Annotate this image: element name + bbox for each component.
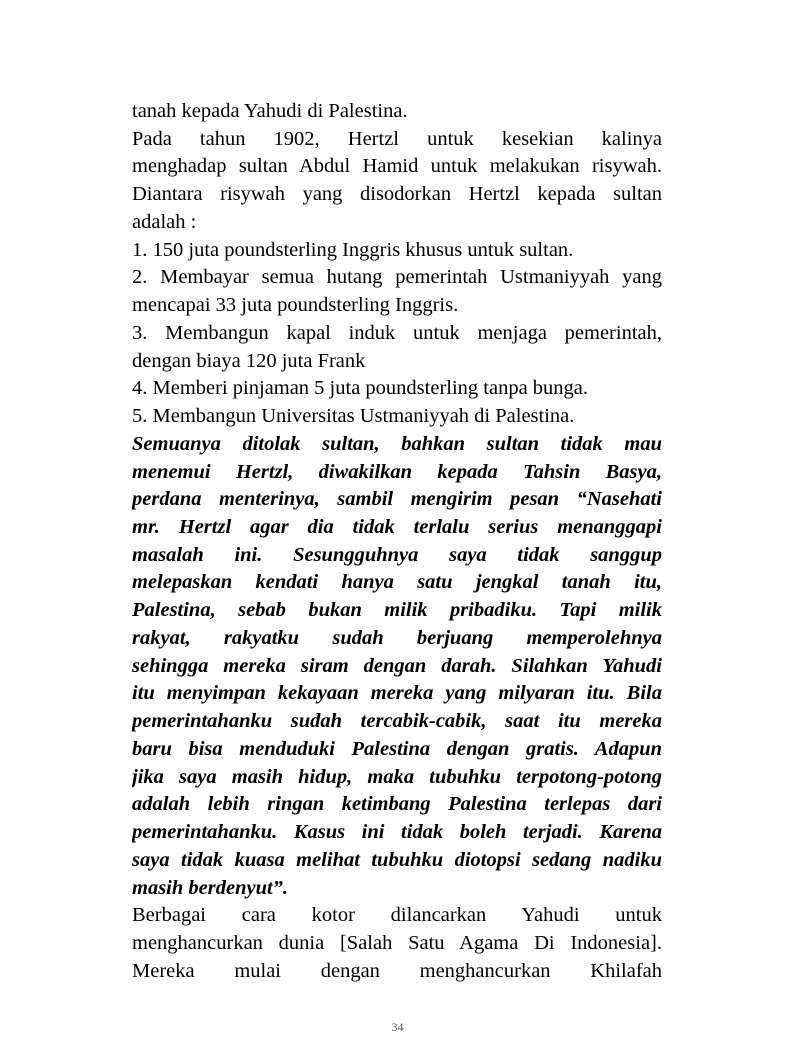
quote-line: rakyat, rakyatku sudah berjuang memperolehnya	[132, 626, 662, 649]
page-number: 34	[391, 1020, 404, 1034]
quote-line: perdana menterinya, sambil mengirim pesan “Nasehati	[132, 488, 662, 511]
text-line: adalah :	[132, 210, 197, 233]
quote-line: menemui Hertzl, diwakilkan kepada Tahsin Basya,	[132, 460, 662, 483]
quote-line: baru bisa menduduki Palestina dengan gratis. Adapun	[132, 737, 662, 760]
text-line: dengan biaya 120 juta Frank	[132, 349, 366, 372]
text-line: Pada tahun 1902, Hertzl untuk kesekian kalinya	[132, 127, 662, 150]
quote-line: Palestina, sebab bukan milik pribadiku. Tapi milik	[132, 599, 662, 622]
quote-line: saya tidak kuasa melihat tubuhku diotopsi sedang nadiku	[132, 848, 662, 871]
text-line: 5. Membangun Universitas Ustmaniyyah di Palestina.	[132, 405, 575, 428]
text-line: mencapai 33 juta poundsterling Inggris.	[132, 294, 459, 317]
text-line: Berbagai cara kotor dilancarkan Yahudi untuk	[132, 904, 662, 927]
quote-line: pemerintahanku. Kasus ini tidak boleh terjadi. Karena	[132, 821, 662, 844]
text-line: 1. 150 juta poundsterling Inggris khusus untuk sultan.	[132, 238, 574, 261]
text-line: Diantara risywah yang disodorkan Hertzl kepada sultan	[132, 183, 662, 206]
text-line: menghadap sultan Abdul Hamid untuk melakukan risywah.	[132, 155, 662, 178]
quote-line: Semuanya ditolak sultan, bahkan sultan tidak mau	[132, 432, 662, 455]
text-line: 2. Membayar semua hutang pemerintah Ustmaniyyah yang	[132, 266, 662, 289]
quote-line: sehingga mereka siram dengan darah. Silahkan Yahudi	[132, 654, 662, 677]
quote-line: pemerintahanku sudah tercabik-cabik, saat itu mereka	[132, 710, 662, 733]
text-line: tanah kepada Yahudi di Palestina.	[132, 100, 408, 122]
text-line: 4. Memberi pinjaman 5 juta poundsterling tanpa bunga.	[132, 377, 589, 400]
quote-line: mr. Hertzl agar dia tidak terlalu serius menanggapi	[132, 516, 662, 539]
text-line: Mereka mulai dengan menghancurkan Khilafah	[132, 959, 662, 982]
body-text	[132, 98, 662, 986]
quote-line: itu menyimpan kekayaan mereka yang milyaran itu. Bila	[132, 682, 662, 705]
quote-line: masalah ini. Sesungguhnya saya tidak sanggup	[132, 543, 662, 566]
text-line: 3. Membangun kapal induk untuk menjaga pemerintah,	[132, 321, 662, 344]
quote-line: jika saya masih hidup, maka tubuhku terpotong-potong	[132, 765, 662, 788]
quote-line: adalah lebih ringan ketimbang Palestina terlepas dari	[132, 793, 662, 816]
quote-line: masih berdenyut”.	[132, 876, 289, 899]
quote-line: melepaskan kendati hanya satu jengkal tanah itu,	[132, 571, 662, 594]
text-line: menghancurkan dunia [Salah Satu Agama Di Indonesia].	[132, 932, 662, 955]
